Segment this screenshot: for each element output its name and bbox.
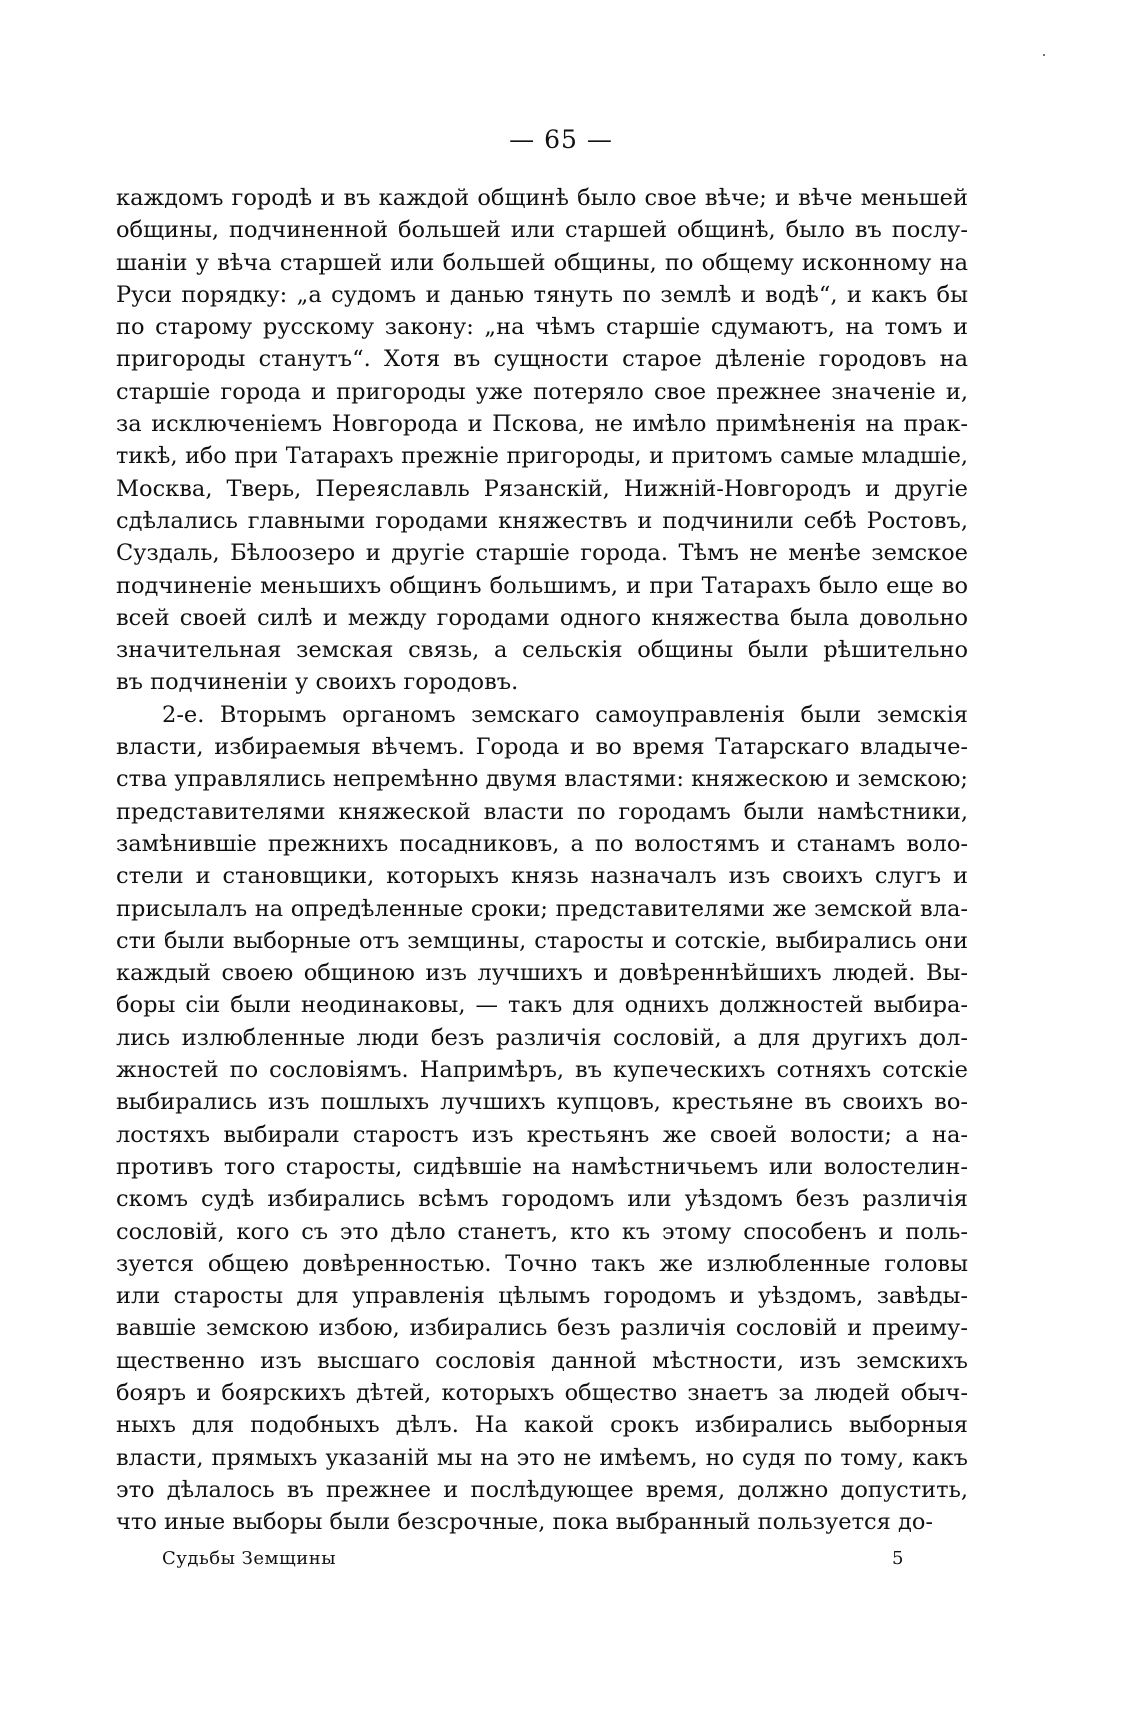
text-line: противъ того старосты, сидѣвшіе на намѣстничьемъ или волостелин- <box>116 1153 968 1180</box>
text-line: каждый своею общиною изъ лучшихъ и довѣреннѣйшихъ людей. Вы- <box>116 960 968 987</box>
text-line: лостяхъ выбирали старостъ изъ крестьянъ же своей волости; а на- <box>116 1121 968 1148</box>
text-line: зуется общею довѣренностью. Точно такъ же излюбленные головы <box>116 1250 968 1277</box>
text-line: каждомъ городѣ и въ каждой общинѣ было свое вѣче; и вѣче меньшей <box>116 185 968 211</box>
text-line: представителями княжеской власти по городамъ были намѣстники, <box>116 798 968 825</box>
page-number: — 65 — <box>509 125 613 154</box>
text-line: это дѣлалось въ прежнее и послѣдующее время, должно допустить, <box>116 1476 968 1503</box>
text-line: старшіе города и пригороды уже потеряло свое прежнее значеніе и, <box>116 378 968 405</box>
text-body <box>116 182 968 1538</box>
text-line: ныхъ для подобныхъ дѣлъ. На какой срокъ избирались выборныя <box>116 1412 968 1439</box>
text-line: щественно изъ высшаго сословія данной мѣстности, изъ земскихъ <box>116 1347 968 1374</box>
text-line: шаніи у вѣча старшей или большей общины, по общему исконному на <box>116 249 968 276</box>
text-line: общины, подчиненной большей или старшей общинѣ, было въ послу- <box>116 217 968 244</box>
text-line: подчиненіе меньшихъ общинъ большимъ, и при Татарахъ было еще во <box>116 572 968 599</box>
text-line: замѣнившіе прежнихъ посадниковъ, а по волостямъ и станамъ воло- <box>116 830 968 857</box>
text-line: Москва, Тверь, Переяславль Рязанскій, Нижній-Новгородъ и другіе <box>116 475 968 502</box>
text-line: за исключеніемъ Новгорода и Пскова, не имѣло примѣненія на прак- <box>116 411 968 438</box>
text-line: тикѣ, ибо при Татарахъ прежніе пригороды, и притомъ самые младшіе, <box>116 443 968 470</box>
text-line: что иные выборы были безсрочные, пока выбранный пользуется до- <box>116 1509 933 1536</box>
text-line: Руси порядку: „а судомъ и данью тянуть по землѣ и водѣ“, и какъ бы <box>116 281 968 308</box>
text-line: бояръ и боярскихъ дѣтей, которыхъ общество знаетъ за людей обыч- <box>116 1379 968 1406</box>
text-line: сословій, кого съ это дѣло станетъ, кто къ этому способенъ и поль- <box>116 1218 968 1245</box>
paragraph <box>116 699 968 1539</box>
page-footer <box>116 1548 968 1578</box>
footer-book-title: Судьбы Земщины <box>162 1548 337 1570</box>
text-line: скомъ судѣ избирались всѣмъ городомъ или уѣздомъ безъ различія <box>116 1186 968 1213</box>
text-line: лись излюбленные люди безъ различія сословій, а для другихъ дол- <box>116 1024 968 1051</box>
text-line: сдѣлались главными городами княжествъ и подчинили себѣ Ростовъ, <box>116 507 968 534</box>
paragraph <box>116 182 968 699</box>
text-line: боры сіи были неодинаковы, — такъ для однихъ должностей выбира- <box>116 992 968 1019</box>
book-page <box>116 122 968 1578</box>
text-line: въ подчиненіи у своихъ городовъ. <box>116 669 519 696</box>
text-line: всей своей силѣ и между городами одного княжества была довольно <box>116 604 968 631</box>
text-line: вавшіе земскою избою, избирались безъ различія сословій и преиму- <box>116 1315 968 1342</box>
text-line: по старому русскому закону: „на чѣмъ старшіе сдумаютъ, на томъ и <box>116 314 968 341</box>
text-line: или старосты для управленія цѣлымъ городомъ и уѣздомъ, завѣды- <box>116 1283 968 1310</box>
text-line: 2-е. Вторымъ органомъ земскаго самоуправленія были земскія <box>162 701 968 728</box>
text-line: значительная земская связь, а сельскія общины были рѣшительно <box>116 637 968 664</box>
text-line: ства управлялись непремѣнно двумя властями: княжескою и земскою; <box>116 766 968 793</box>
text-line: власти, избираемыя вѣчемъ. Города и во время Татарскаго владыче- <box>116 734 968 761</box>
text-line: власти, прямыхъ указаній мы на это не имѣемъ, но судя по тому, какъ <box>116 1444 968 1471</box>
text-line: присылалъ на опредѣленные сроки; представителями же земской вла- <box>116 895 968 922</box>
text-line: сти были выборные отъ земщины, старосты и сотскіе, выбирались они <box>116 927 968 954</box>
text-line: выбирались изъ пошлыхъ лучшихъ купцовъ, крестьяне въ своихъ во- <box>116 1089 968 1116</box>
signature-mark: 5 <box>892 1548 904 1570</box>
text-line: жностей по сословіямъ. Напримѣръ, въ купеческихъ сотняхъ сотскіе <box>116 1057 968 1084</box>
text-line: Суздаль, Бѣлоозеро и другіе старшіе города. Тѣмъ не менѣе земское <box>116 540 968 567</box>
text-line: пригороды станутъ“. Хотя въ сущности старое дѣленіе городовъ на <box>116 346 968 373</box>
text-line: стели и становщики, которыхъ князь назначалъ изъ своихъ слугъ и <box>116 863 968 890</box>
print-speck <box>1043 54 1045 56</box>
